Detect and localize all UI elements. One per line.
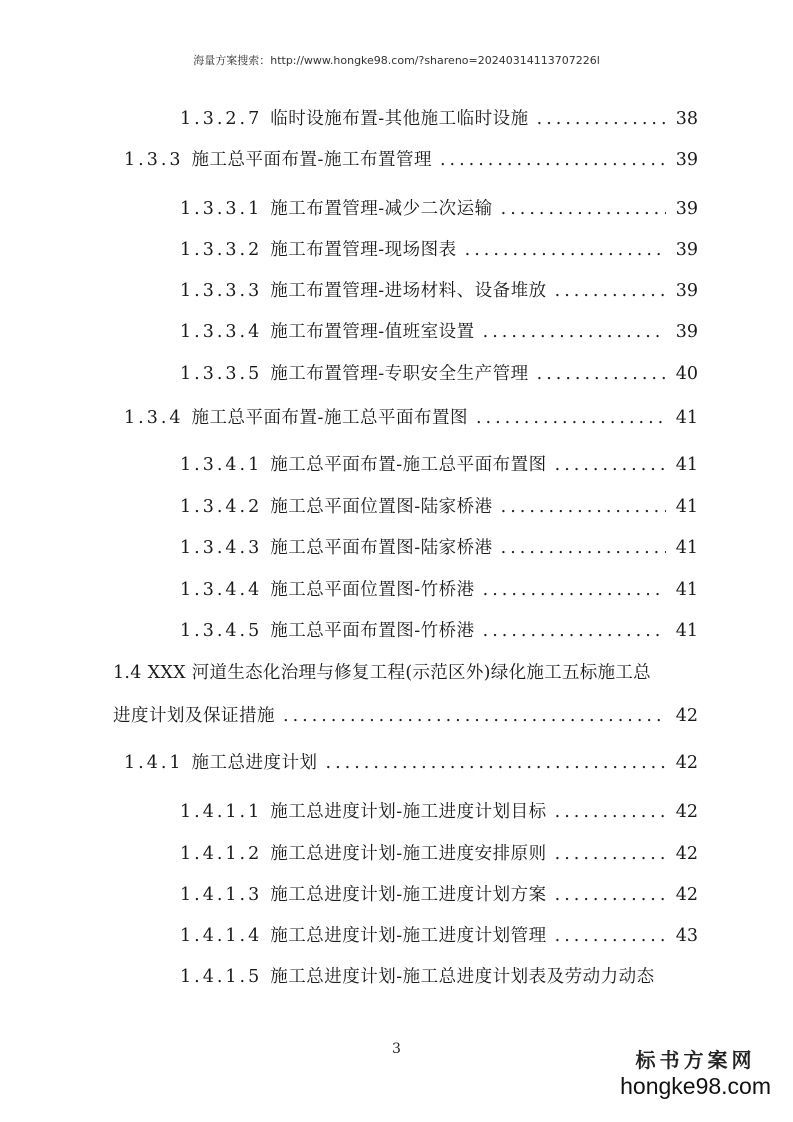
dot-leader (483, 580, 666, 600)
dot-leader (555, 844, 666, 864)
dot-leader (483, 621, 666, 641)
toc-entry[interactable] (180, 360, 698, 386)
toc-title: 进度计划及保证措施 (113, 706, 275, 726)
dot-leader (555, 926, 666, 946)
toc-entry[interactable] (180, 617, 698, 643)
dot-leader (501, 538, 666, 558)
dot-leader (326, 753, 666, 773)
page-header: 海量方案搜索：http://www.hongke98.com/?shareno=20240314113707226l (193, 54, 600, 67)
toc-title: 施工总平面布置图-竹桥港 (270, 621, 475, 641)
toc-number: 1.3.3.3 (180, 281, 263, 301)
toc-entry[interactable] (180, 881, 698, 907)
toc-entry[interactable] (180, 922, 698, 948)
dot-leader (537, 109, 666, 129)
toc-page: 42 (675, 844, 698, 864)
toc-title: 施工总进度计划-施工进度计划管理 (270, 926, 547, 946)
toc-page: 41 (675, 621, 698, 641)
toc-page: 40 (675, 364, 698, 384)
toc-title: 施工总平面布置图-陆家桥港 (270, 538, 493, 558)
toc-page: 42 (675, 753, 698, 773)
toc-page: 42 (675, 802, 698, 822)
toc-entry[interactable] (180, 534, 698, 560)
toc-title: 施工布置管理-进场材料、设备堆放 (270, 281, 547, 301)
toc-page: 42 (675, 885, 698, 905)
dot-leader (465, 240, 666, 260)
toc-number: 1.4.1.5 (180, 967, 263, 987)
dot-leader (555, 802, 666, 822)
watermark-logo (620, 1044, 771, 1100)
dot-leader (283, 706, 666, 726)
toc-number: 1.3.3 (124, 150, 184, 170)
toc-number: 1.3.3.1 (180, 199, 263, 219)
toc-page: 41 (675, 538, 698, 558)
watermark-text-cn: 标书方案网 (635, 1048, 756, 1072)
toc-number: 1.3.4 (124, 408, 184, 428)
toc-title: 施工总平面位置图-竹桥港 (270, 580, 475, 600)
toc-title: 施工总进度计划-施工进度计划目标 (270, 802, 547, 822)
dot-leader (483, 322, 666, 342)
toc-title: 施工布置管理-现场图表 (270, 240, 457, 260)
toc-entry[interactable] (180, 318, 698, 344)
toc-number: 1.4.1.3 (180, 885, 263, 905)
dot-leader (555, 455, 666, 475)
toc-page: 41 (675, 580, 698, 600)
toc-number: 1.3.3.4 (180, 322, 263, 342)
toc-number: 1.4.1.4 (180, 926, 263, 946)
toc-number: 1.4.1.2 (180, 844, 263, 864)
toc-page: 39 (675, 322, 698, 342)
toc-title: 施工总进度计划-施工总进度计划表及劳动力动态 (270, 967, 655, 987)
dot-leader (555, 281, 666, 301)
toc-entry[interactable] (113, 702, 698, 728)
toc-entry[interactable] (124, 749, 698, 775)
toc-entry[interactable] (180, 105, 698, 131)
toc-page: 43 (675, 926, 698, 946)
toc-number: 1.3.3.5 (180, 364, 263, 384)
toc-entry[interactable] (180, 963, 698, 989)
toc-number: 1.3.4.2 (180, 497, 263, 517)
toc-number: 1.3.2.7 (180, 109, 263, 129)
toc-title: 施工总进度计划-施工进度安排原则 (270, 844, 547, 864)
toc-entry[interactable] (180, 451, 698, 477)
watermark-text-en: hongke98.com (620, 1073, 771, 1099)
toc-number: 1.4.1 (124, 753, 184, 773)
toc-page: 39 (675, 281, 698, 301)
toc-entry[interactable] (180, 576, 698, 602)
toc-page: 38 (675, 109, 698, 129)
toc-entry[interactable] (180, 493, 698, 519)
toc-entry[interactable] (180, 277, 698, 303)
toc-number: 1.3.3.2 (180, 240, 263, 260)
dot-leader (476, 408, 666, 428)
toc-title: 施工总平面布置-施工总平面布置图 (191, 408, 468, 428)
toc-title: 施工布置管理-专职安全生产管理 (270, 364, 529, 384)
toc-number: 1.3.4.3 (180, 538, 263, 558)
toc-title: 施工总平面布置-施工布置管理 (191, 150, 432, 170)
toc-title: 施工总进度计划 (191, 753, 318, 773)
dot-leader (501, 497, 666, 517)
toc-number: 1.3.4.4 (180, 580, 263, 600)
toc-entry-wrapped-line1[interactable]: 1.4 XXX 河道生态化治理与修复工程(示范区外)绿化施工五标施工总 (113, 663, 651, 683)
toc-number: 1.3.4.5 (180, 621, 263, 641)
toc-entry[interactable] (180, 840, 698, 866)
toc-title: 施工总平面布置-施工总平面布置图 (270, 455, 547, 475)
toc-title: 施工布置管理-减少二次运输 (270, 199, 493, 219)
toc-page: 42 (675, 706, 698, 726)
dot-leader (501, 199, 666, 219)
toc-page: 39 (675, 240, 698, 260)
toc-number: 1.4.1.1 (180, 802, 263, 822)
toc-page: 39 (675, 199, 698, 219)
toc-title: 施工布置管理-值班室设置 (270, 322, 475, 342)
toc-title: 施工总平面位置图-陆家桥港 (270, 497, 493, 517)
toc-page: 41 (675, 408, 698, 428)
toc-title: 施工总进度计划-施工进度计划方案 (270, 885, 547, 905)
toc-entry[interactable] (180, 195, 698, 221)
toc-page: 41 (675, 497, 698, 517)
toc-title: 临时设施布置-其他施工临时设施 (270, 109, 529, 129)
toc-entry[interactable] (124, 404, 698, 430)
page-number: 3 (392, 1041, 401, 1057)
toc-entry[interactable] (124, 146, 698, 172)
toc-page: 39 (675, 150, 698, 170)
toc-entry[interactable] (180, 236, 698, 262)
toc-entry[interactable] (180, 798, 698, 824)
dot-leader (537, 364, 666, 384)
dot-leader (555, 885, 666, 905)
dot-leader (440, 150, 666, 170)
toc-number: 1.3.4.1 (180, 455, 263, 475)
toc-page: 41 (675, 455, 698, 475)
